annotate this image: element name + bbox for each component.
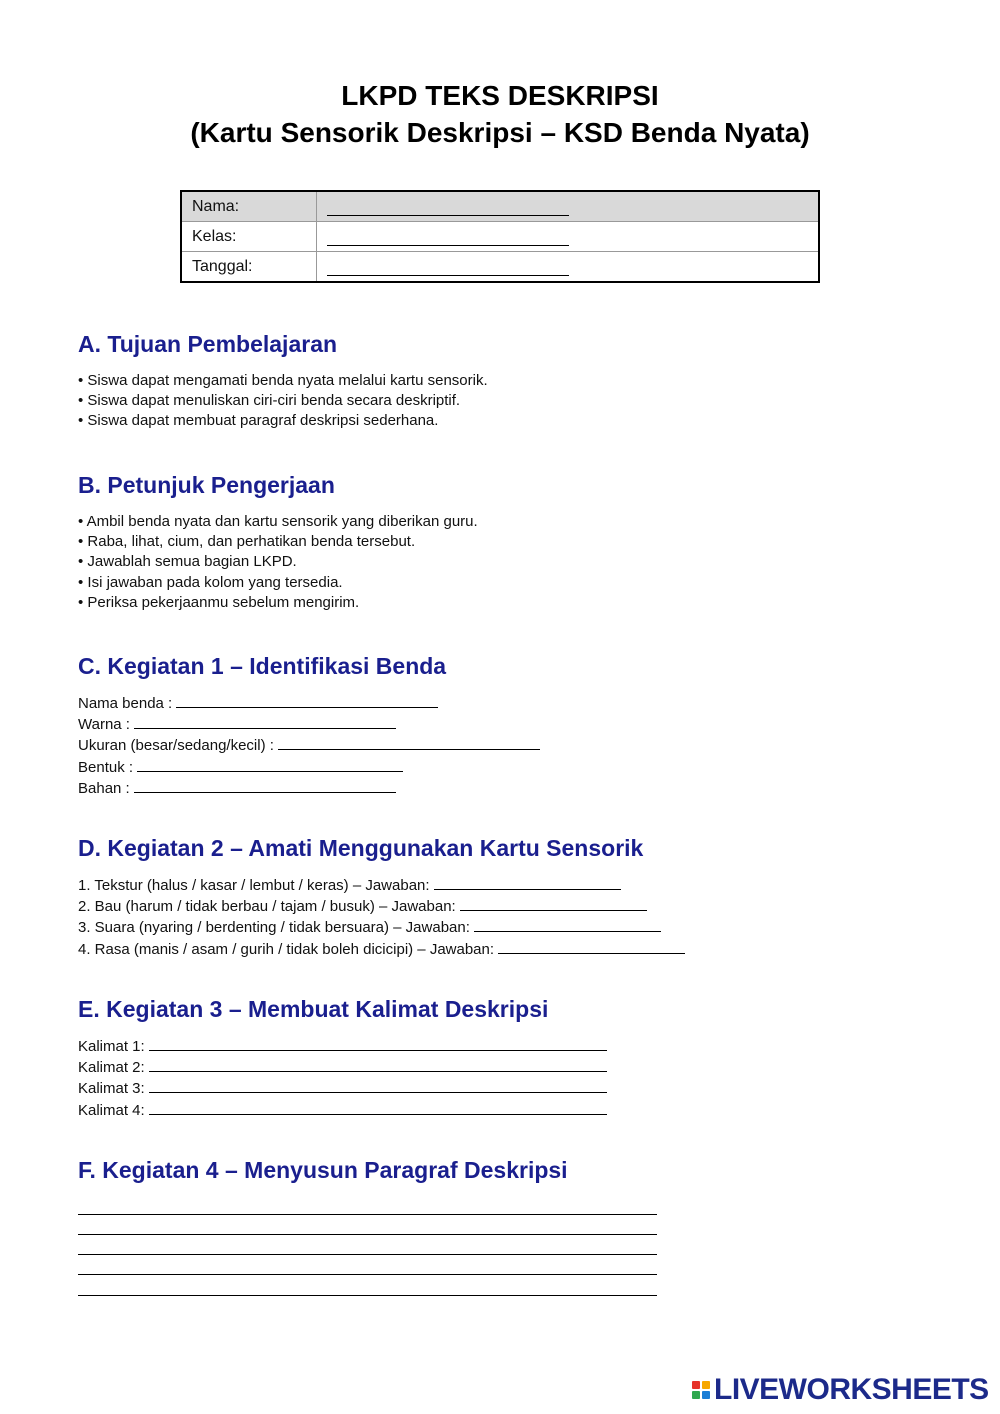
smell-answer-field[interactable] bbox=[460, 896, 647, 911]
color-label: Warna : bbox=[78, 716, 135, 734]
question-text: 2. Bau (harum / tidak berbau / tajam / busuk) – Jawaban: bbox=[78, 898, 460, 916]
paragraph-line-4[interactable] bbox=[78, 1274, 657, 1275]
name-answer-field[interactable] bbox=[327, 197, 569, 216]
sentence-row bbox=[78, 1057, 607, 1078]
material-row bbox=[78, 778, 540, 799]
question-text: 3. Suara (nyaring / berdenting / tidak bersuara) – Jawaban: bbox=[78, 919, 475, 937]
list-item: • Periksa pekerjaanmu sebelum mengirim. bbox=[78, 593, 360, 611]
question-row bbox=[78, 896, 685, 917]
liveworksheets-logo bbox=[692, 1375, 989, 1405]
section-a-list bbox=[78, 371, 488, 432]
question-row bbox=[78, 875, 685, 896]
logo-square bbox=[702, 1381, 710, 1389]
section-c-fields bbox=[78, 693, 540, 799]
material-field[interactable] bbox=[134, 778, 396, 793]
size-row bbox=[78, 735, 540, 756]
color-field[interactable] bbox=[134, 714, 396, 729]
list-item: • Siswa dapat menuliskan ciri-ciri benda secara deskriptif. bbox=[78, 392, 461, 410]
sentence-4-field[interactable] bbox=[149, 1100, 607, 1115]
sentence-label: Kalimat 2: bbox=[78, 1059, 149, 1077]
section-a-heading: A. Tujuan Pembelajaran bbox=[78, 331, 338, 357]
list-item: • Isi jawaban pada kolom yang tersedia. bbox=[78, 573, 343, 591]
sentence-2-field[interactable] bbox=[149, 1057, 607, 1072]
sentence-row bbox=[78, 1100, 607, 1121]
logo-square bbox=[692, 1391, 700, 1399]
list-item: • Raba, lihat, cium, dan perhatikan benda tersebut. bbox=[78, 533, 416, 551]
list-item: • Siswa dapat membuat paragraf deskripsi sederhana. bbox=[78, 412, 439, 430]
student-identity-table bbox=[180, 190, 820, 283]
logo-square bbox=[702, 1391, 710, 1399]
logo-squares-icon bbox=[692, 1381, 710, 1399]
paragraph-line-3[interactable] bbox=[78, 1254, 657, 1255]
class-answer-field[interactable] bbox=[327, 227, 569, 246]
size-field[interactable] bbox=[278, 735, 540, 750]
object-name-row bbox=[78, 693, 540, 714]
identity-row-date bbox=[181, 252, 819, 283]
shape-label: Bentuk : bbox=[78, 758, 138, 776]
sentence-row bbox=[78, 1036, 607, 1057]
sentence-row bbox=[78, 1078, 607, 1099]
sentence-label: Kalimat 4: bbox=[78, 1101, 149, 1119]
section-b-list bbox=[78, 512, 478, 613]
question-row bbox=[78, 939, 685, 960]
list-item: • Ambil benda nyata dan kartu sensorik yang diberikan guru. bbox=[78, 513, 478, 530]
class-label: Kelas: bbox=[181, 222, 317, 252]
sound-answer-field[interactable] bbox=[474, 917, 661, 932]
material-label: Bahan : bbox=[78, 779, 134, 797]
identity-row-name bbox=[181, 191, 819, 222]
object-name-field[interactable] bbox=[176, 693, 438, 708]
logo-text: LIVEWORKSHEETS bbox=[714, 1373, 989, 1406]
section-b-heading: B. Petunjuk Pengerjaan bbox=[78, 472, 335, 498]
texture-answer-field[interactable] bbox=[434, 875, 621, 890]
logo-square bbox=[692, 1381, 700, 1389]
section-c-heading: C. Kegiatan 1 – Identifikasi Benda bbox=[78, 653, 447, 679]
sentence-3-field[interactable] bbox=[149, 1078, 607, 1093]
name-label: Nama: bbox=[181, 191, 317, 222]
section-e-fields bbox=[78, 1036, 607, 1121]
sentence-label: Kalimat 3: bbox=[78, 1080, 149, 1098]
question-row bbox=[78, 917, 685, 938]
worksheet-subtitle: (Kartu Sensorik Deskripsi – KSD Benda Nyata) bbox=[190, 117, 810, 148]
section-d-questions bbox=[78, 875, 685, 960]
shape-row bbox=[78, 757, 540, 778]
section-e-heading: E. Kegiatan 3 – Membuat Kalimat Deskripsi bbox=[78, 996, 549, 1022]
shape-field[interactable] bbox=[137, 757, 403, 772]
worksheet-title: LKPD TEKS DESKRIPSI bbox=[341, 80, 659, 111]
date-answer-field[interactable] bbox=[327, 257, 569, 276]
object-name-label: Nama benda : bbox=[78, 695, 177, 712]
paragraph-line-1[interactable] bbox=[78, 1214, 657, 1215]
date-label: Tanggal: bbox=[181, 252, 317, 283]
section-f-heading: F. Kegiatan 4 – Menyusun Paragraf Deskripsi bbox=[78, 1157, 568, 1183]
sentence-label: Kalimat 1: bbox=[78, 1038, 149, 1055]
size-label: Ukuran (besar/sedang/kecil) : bbox=[78, 737, 279, 755]
color-row bbox=[78, 714, 540, 735]
list-item: • Siswa dapat mengamati benda nyata melalui kartu sensorik. bbox=[78, 372, 488, 389]
question-text: 4. Rasa (manis / asam / gurih / tidak boleh dicicipi) – Jawaban: bbox=[78, 940, 499, 958]
question-text: 1. Tekstur (halus / kasar / lembut / keras) – Jawaban: bbox=[78, 877, 434, 894]
paragraph-line-2[interactable] bbox=[78, 1234, 657, 1235]
identity-row-class bbox=[181, 222, 819, 252]
taste-answer-field[interactable] bbox=[498, 939, 685, 954]
section-d-heading: D. Kegiatan 2 – Amati Menggunakan Kartu Sensorik bbox=[78, 835, 644, 861]
paragraph-line-5[interactable] bbox=[78, 1295, 657, 1296]
list-item: • Jawablah semua bagian LKPD. bbox=[78, 553, 297, 571]
sentence-1-field[interactable] bbox=[149, 1036, 607, 1051]
